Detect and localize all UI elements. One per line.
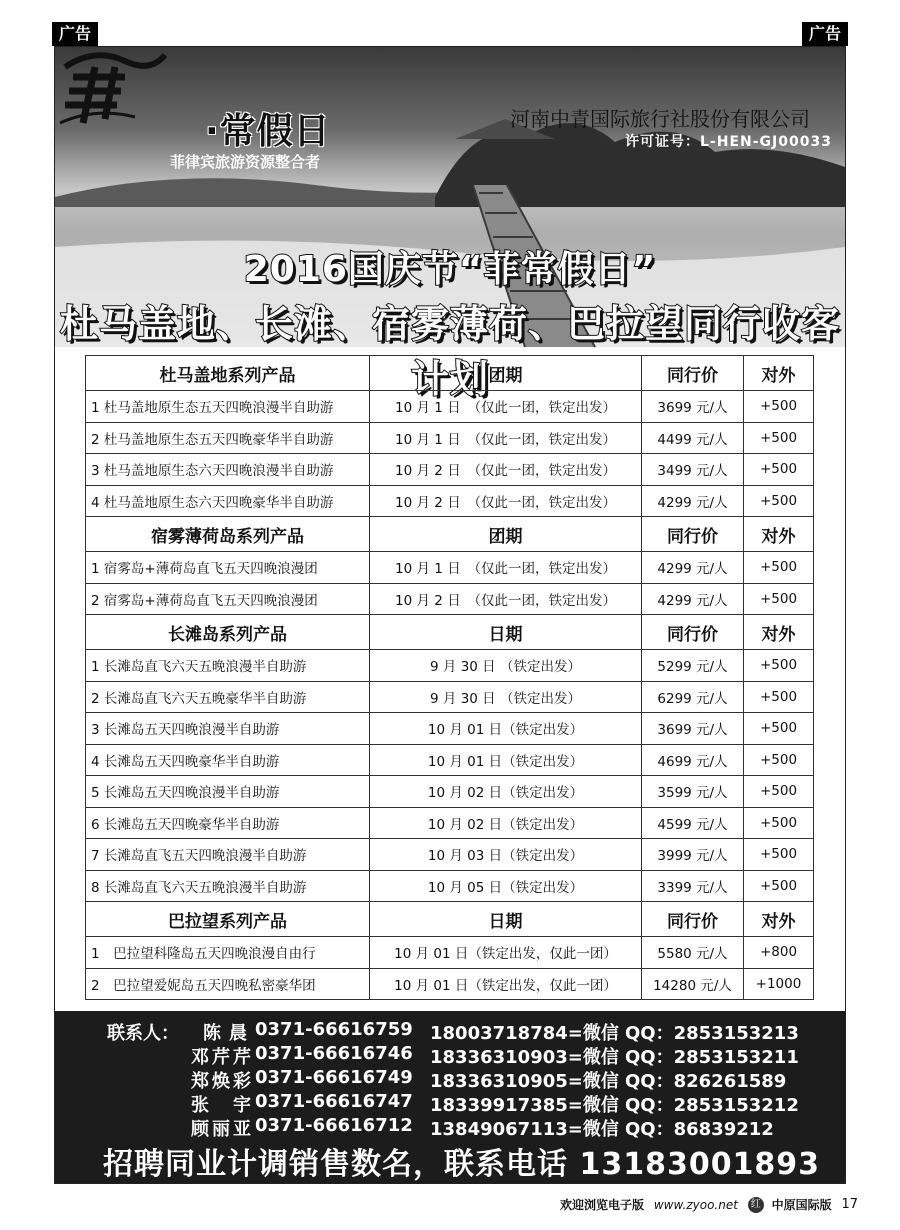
date-column-header: 日期 [370,902,642,937]
product-name: 6 长滩岛五天四晚豪华半自助游 [86,807,370,839]
trade-price: 6299 元/人 [642,681,744,713]
product-row [86,968,814,1000]
price-column-header: 同行价 [642,517,744,552]
product-name: 3 长滩岛五天四晚浪漫半自助游 [86,713,370,745]
external-markup: +500 [744,870,814,902]
product-row [86,391,814,423]
departure-date: 10 月 1 日 （仅此一团，铁定出发） [370,391,642,423]
page-number: 17 [841,1197,858,1212]
contact-wechat: 13849067113=微信 [430,1119,619,1140]
product-name: 3 杜马盖地原生态六天四晚浪漫半自助游 [86,454,370,486]
product-row [86,583,814,615]
license-number: 许可证号：L-HEN-GJ00033 [625,134,832,150]
external-markup: +500 [744,776,814,808]
ad-label-right: 广告 [802,22,848,46]
headline-line-1: 2016国庆节“菲常假日” [243,249,657,290]
product-row [86,485,814,517]
external-markup: +500 [744,681,814,713]
section-header-row [86,615,814,650]
contact-name: 张宇 [191,1095,251,1116]
section-title: 巴拉望系列产品 [86,902,370,937]
page-footer [560,1196,858,1216]
product-row [86,422,814,454]
external-markup: +500 [744,485,814,517]
product-row [86,650,814,682]
section-header-row [86,517,814,552]
trade-price: 4299 元/人 [642,485,744,517]
external-markup: +500 [744,839,814,871]
date-column-header: 团期 [370,517,642,552]
footer-welcome: 欢迎浏览电子版 [560,1198,645,1212]
trade-price: 3599 元/人 [642,776,744,808]
footer-publication-name: 中原国际版 [771,1198,832,1212]
product-name: 5 长滩岛五天四晚浪漫半自助游 [86,776,370,808]
external-markup: +500 [744,650,814,682]
ad-label-left: 广告 [52,22,98,46]
external-markup-column-header: 对外 [744,356,814,391]
product-name: 8 长滩岛直飞六天五晚浪漫半自助游 [86,870,370,902]
contact-phone: 0371-66616759 [255,1019,413,1040]
external-markup: +500 [744,422,814,454]
price-column-header: 同行价 [642,902,744,937]
trade-price: 3699 元/人 [642,713,744,745]
contact-phone: 0371-66616749 [255,1067,413,1088]
product-name: 1 巴拉望科隆岛五天四晚浪漫自由行 [86,937,370,969]
product-name: 2 杜马盖地原生态五天四晚豪华半自助游 [86,422,370,454]
product-row [86,807,814,839]
external-markup: +500 [744,552,814,584]
departure-date: 10 月 01 日（铁定出发，仅此一团） [370,968,642,1000]
product-name: 1 杜马盖地原生态五天四晚浪漫半自助游 [86,391,370,423]
departure-date: 10 月 1 日 （仅此一团，铁定出发） [370,422,642,454]
product-name: 4 长滩岛五天四晚豪华半自助游 [86,744,370,776]
product-row [86,937,814,969]
trade-price: 4699 元/人 [642,744,744,776]
product-name: 2 宿雾岛+薄荷岛直飞五天四晚浪漫团 [86,583,370,615]
product-name: 1 宿雾岛+薄荷岛直飞五天四晚浪漫团 [86,552,370,584]
external-markup-column-header: 对外 [744,615,814,650]
product-name: 4 杜马盖地原生态六天四晚豪华半自助游 [86,485,370,517]
contact-wechat: 18336310905=微信 [430,1071,619,1092]
departure-date: 10 月 02 日（铁定出发） [370,807,642,839]
external-markup: +500 [744,583,814,615]
external-markup: +500 [744,807,814,839]
trade-price: 4299 元/人 [642,552,744,584]
departure-date: 10 月 2 日 （仅此一团，铁定出发） [370,583,642,615]
contact-name: 郑焕彩 [191,1071,251,1092]
external-markup: +800 [744,937,814,969]
departure-date: 10 月 05 日（铁定出发） [370,870,642,902]
departure-date: 10 月 01 日（铁定出发） [370,713,642,745]
contact-qq: QQ：86839212 [625,1119,774,1140]
section-title: 宿雾薄荷岛系列产品 [86,517,370,552]
external-markup: +500 [744,744,814,776]
departure-date: 10 月 02 日（铁定出发） [370,776,642,808]
product-row [86,839,814,871]
section-title: 杜马盖地系列产品 [86,356,370,391]
contact-wechat: 18336310903=微信 [430,1047,619,1068]
section-header-row [86,356,814,391]
date-column-header: 团期 [370,356,642,391]
trade-price: 4299 元/人 [642,583,744,615]
departure-date: 10 月 2 日 （仅此一团，铁定出发） [370,485,642,517]
contact-name: 陈晨 [203,1023,247,1044]
external-markup: +1000 [744,968,814,1000]
trade-price: 5299 元/人 [642,650,744,682]
price-column-header: 同行价 [642,356,744,391]
brand-tagline: 菲律宾旅游资源整合者 [170,153,321,171]
product-row [86,713,814,745]
trade-price: 5580 元/人 [642,937,744,969]
trade-price: 3399 元/人 [642,870,744,902]
contact-wechat: 18339917385=微信 [430,1095,619,1116]
date-column-header: 日期 [370,615,642,650]
product-row [86,681,814,713]
departure-date: 10 月 2 日 （仅此一团，铁定出发） [370,454,642,486]
trade-price: 14280 元/人 [642,968,744,1000]
trade-price: 4599 元/人 [642,807,744,839]
contact-wechat: 18003718784=微信 [430,1023,619,1044]
brand-logo-icon [55,47,175,127]
external-markup-column-header: 对外 [744,902,814,937]
trade-price: 4499 元/人 [642,422,744,454]
product-table-body [86,356,814,1000]
contact-qq: QQ：2853153212 [625,1095,799,1116]
product-row [86,744,814,776]
contact-qq: QQ：826261589 [625,1071,787,1092]
external-markup: +500 [744,391,814,423]
contact-name: 邓芹芹 [191,1047,251,1068]
product-row [86,870,814,902]
product-row [86,552,814,584]
advertisement-frame [54,46,846,1184]
price-column-header: 同行价 [642,615,744,650]
contact-qq: QQ：2853153213 [625,1023,799,1044]
publication-logo-icon: 红 [748,1197,764,1213]
recruitment-notice: 招聘同业计调销售数名，联系电话 13183001893 [103,1147,821,1182]
departure-date: 9 月 30 日 （铁定出发） [370,650,642,682]
contact-phone: 0371-66616746 [255,1043,413,1064]
departure-date: 10 月 01 日（铁定出发） [370,744,642,776]
departure-date: 9 月 30 日 （铁定出发） [370,681,642,713]
contact-phone: 0371-66616747 [255,1091,413,1112]
product-row [86,454,814,486]
product-table [85,355,814,1000]
trade-price: 3499 元/人 [642,454,744,486]
footer-site-link[interactable]: www.zyoo.net [653,1197,738,1212]
contact-label: 联系人： [107,1023,179,1044]
headline-line-2: 杜马盖地、长滩、宿雾薄荷、巴拉望同行收客计划 [59,302,840,401]
product-name: 2 巴拉望爱妮岛五天四晚私密豪华团 [86,968,370,1000]
section-header-row [86,902,814,937]
trade-price: 3699 元/人 [642,391,744,423]
product-name: 7 长滩岛直飞五天四晚浪漫半自助游 [86,839,370,871]
trade-price: 3999 元/人 [642,839,744,871]
external-markup: +500 [744,454,814,486]
section-title: 长滩岛系列产品 [86,615,370,650]
external-markup-column-header: 对外 [744,517,814,552]
contact-name: 顾丽亚 [191,1119,251,1140]
contact-qq: QQ：2853153211 [625,1047,799,1068]
external-markup: +500 [744,713,814,745]
contact-panel [55,1011,845,1183]
departure-date: 10 月 03 日（铁定出发） [370,839,642,871]
contact-phone: 0371-66616712 [255,1115,413,1136]
departure-date: 10 月 1 日 （仅此一团，铁定出发） [370,552,642,584]
company-name: 河南中青国际旅行社股份有限公司 [510,107,810,131]
product-row [86,776,814,808]
brand-logo-text: ·常假日 [205,111,331,152]
product-name: 2 长滩岛直飞六天五晚豪华半自助游 [86,681,370,713]
product-name: 1 长滩岛直飞六天五晚浪漫半自助游 [86,650,370,682]
departure-date: 10 月 01 日（铁定出发，仅此一团） [370,937,642,969]
